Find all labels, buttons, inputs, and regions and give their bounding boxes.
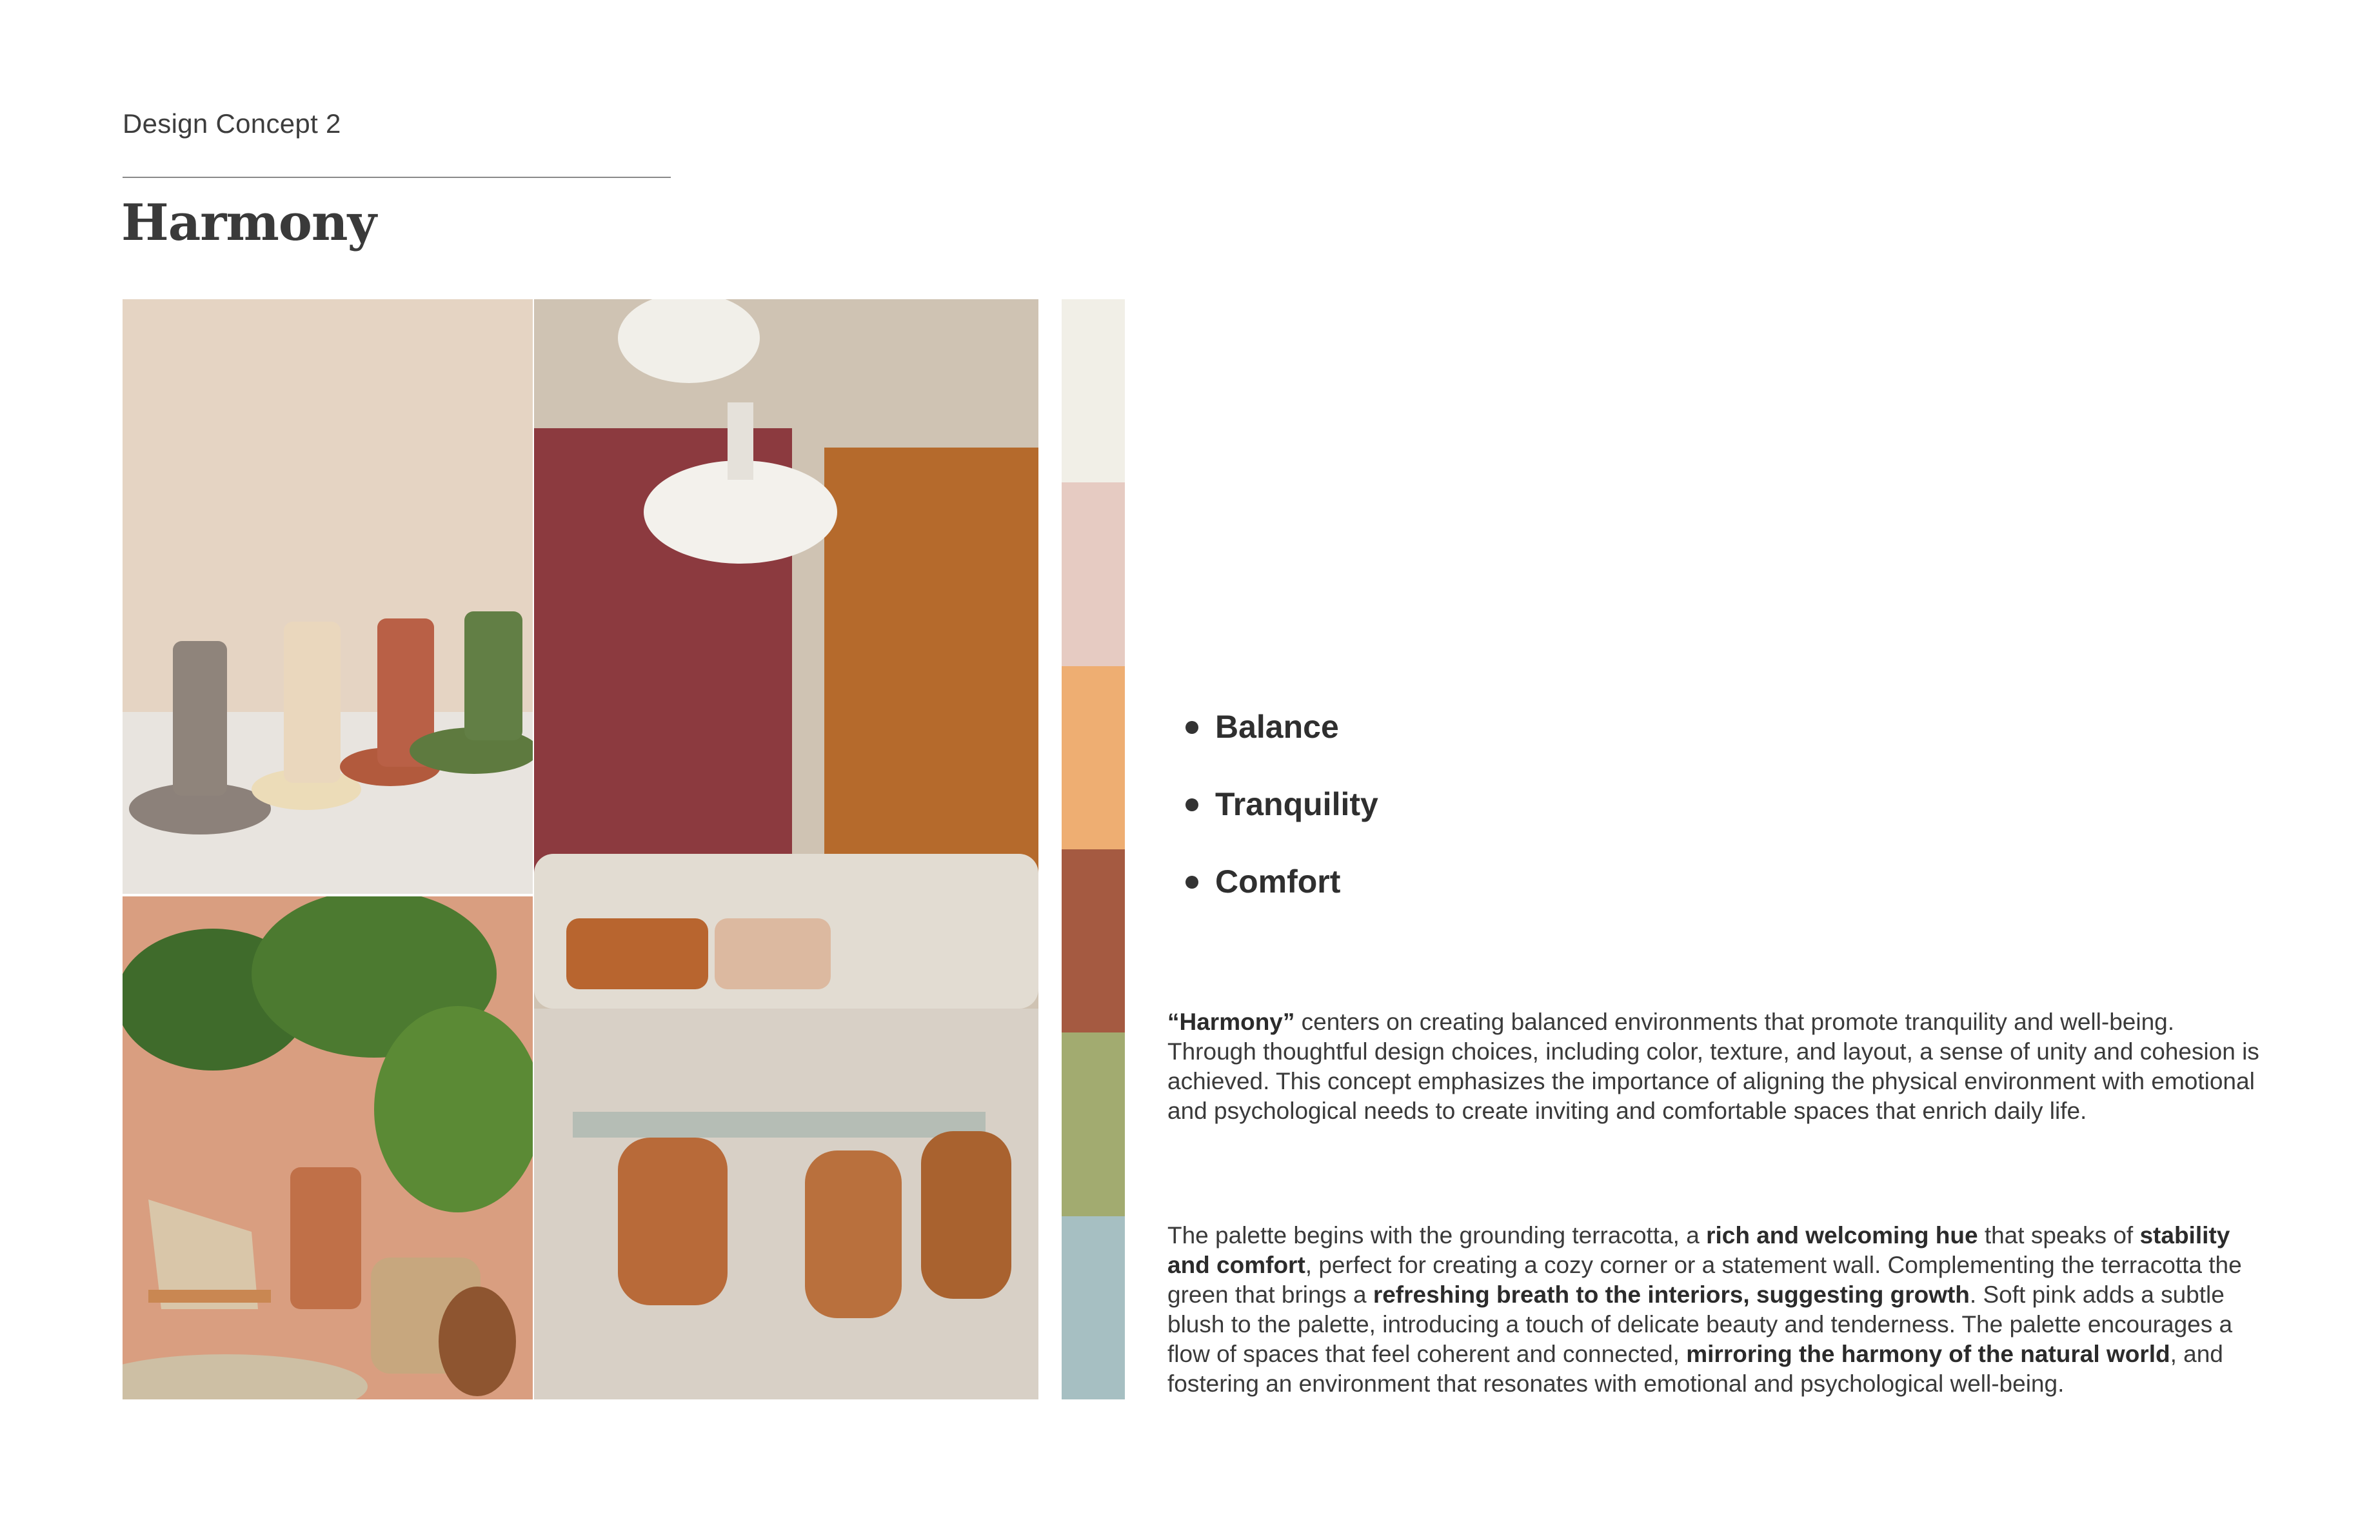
palette-swatch xyxy=(1062,666,1125,849)
bullet-icon xyxy=(1185,876,1198,889)
emphasis-text: “Harmony” xyxy=(1167,1009,1295,1035)
body-text: , perfect for creating a cozy corner or a statement wall. Complementing the terracotta the green that brings a xyxy=(1167,1252,2242,1308)
design-concept-label: Design Concept 2 xyxy=(123,108,341,139)
keyword-list xyxy=(1185,703,1378,935)
palette-swatch xyxy=(1062,1032,1125,1216)
emphasis-text: mirroring the harmony of the natural world xyxy=(1686,1341,2170,1367)
title-divider xyxy=(123,177,671,178)
keyword-item xyxy=(1185,858,1378,935)
palette-swatch xyxy=(1062,482,1125,666)
vases-photo xyxy=(123,299,533,894)
keyword-item xyxy=(1185,780,1378,858)
keyword-label: Comfort xyxy=(1215,864,1341,900)
keyword-label: Tranquility xyxy=(1215,786,1378,822)
page-title: Harmony xyxy=(121,193,376,252)
bullet-icon xyxy=(1185,798,1198,811)
emphasis-text: rich and welcoming hue xyxy=(1706,1222,1978,1249)
palette-swatch xyxy=(1062,1216,1125,1399)
emphasis-text: stability and comfort xyxy=(1167,1222,2230,1278)
plants-chair-photo xyxy=(123,896,533,1399)
keyword-label: Balance xyxy=(1215,709,1339,745)
body-text: The palette begins with the grounding terracotta, a xyxy=(1167,1222,1707,1249)
body-text: , and fostering an environment that resonates with emotional and psychological well-being. xyxy=(1167,1341,2223,1397)
keyword-item xyxy=(1185,703,1378,780)
emphasis-text: refreshing breath to the interiors, suggesting growth xyxy=(1373,1281,1970,1308)
body-text: that speaks of xyxy=(1978,1222,2140,1249)
palette-swatch xyxy=(1062,299,1125,482)
body-text: . Soft pink adds a subtle blush to the palette, introducing a touch of delicate beauty and tenderness. The palette encourages a flow of spaces that feel coherent and connected, xyxy=(1167,1281,2233,1367)
bullet-icon xyxy=(1185,721,1198,734)
concept-description xyxy=(1167,1007,2264,1126)
body-text: centers on creating balanced environments that promote tranquility and well-being. Through thoughtful design choices, including color, texture, and layout, a sense of unity and cohesion is achieved. This concept emphasizes the importance of aligning the physical environment with emotional and psychological needs to create inviting and comfortable spaces that enrich daily life. xyxy=(1167,1009,2259,1124)
color-palette xyxy=(1062,299,1125,1399)
palette-description xyxy=(1167,1221,2264,1399)
living-room-photo xyxy=(534,299,1038,1399)
palette-swatch xyxy=(1062,849,1125,1032)
